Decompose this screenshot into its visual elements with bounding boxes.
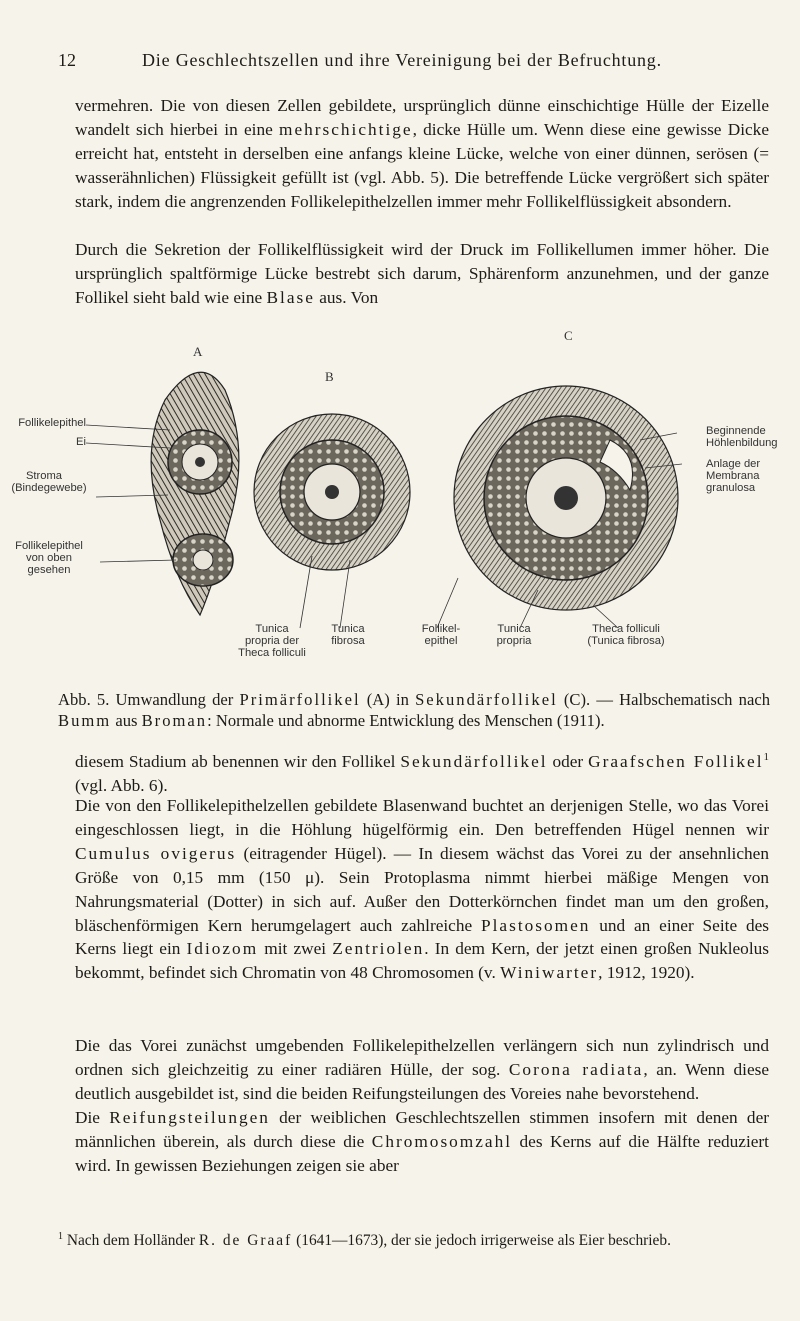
label-bindegewebe: (Bindegewebe) (11, 482, 87, 494)
page-number: 12 (58, 50, 76, 70)
paragraph-4: Die von den Follikelepithelzellen gebildete Blasenwand buchtet an derjenigen Stelle, wo das Vorei eingeschlossen liegt, in die Höhlung hügelförmig ein. Den betreffenden Hügel nennen wir Cumulus ovigerus (eitragender Hügel). — In diesem wächst das Vorei zu der ansehnlichen Größe von 0,15 mm (150 μ). Sein Protoplasma nimmt hierbei mäßige Mengen von Nahrungsmaterial (Dotter) in sich auf. Außer den Dotterkörnchen findet man um den großen, bläschenförmigen Kern herumgelagert auch zahlreiche Plastosomen und an einer Seite des Kerns liegt ein Idiozom mit zwei Zentriolen. In dem Kern, der jetzt einen großen Nukleolus bekommt, befindet sich Chromatin von 48 Chromosomen (v. Winiwarter, 1912, 1920). (75, 796, 769, 983)
label-tunica-1: Tunica (255, 623, 289, 635)
label-theca-folliculi-2: Theca folliculi (592, 623, 660, 635)
label-beginnende: Beginnende (706, 425, 766, 437)
page-header (58, 50, 760, 76)
label-propria-der: propria der (244, 635, 300, 647)
paragraph-1: vermehren. Die von diesen Zellen gebildete, ursprünglich dünne einschichtige Hülle der Eizelle wandelt sich hierbei in eine mehrschichtige, dicke Hülle um. Wenn diese eine gewisse Dicke erreicht hat, entsteht in derselben eine anfangs kleine Lücke, welche von einer dünnen, serösen (= wasserähnlichen) Flüssigkeit gefüllt ist (vgl. Abb. 5). Die betreffende Lücke vergrößert sich später stark, indem die angrenzenden Follikelepithelzellen immer mehr Follikelflüssigkeit absondern. (75, 96, 769, 211)
label-propria: propria (496, 635, 532, 647)
label-granulosa: granulosa (706, 482, 756, 494)
figure-letter-c: C (564, 328, 573, 343)
running-title: Die Geschlechtszellen und ihre Vereinigung bei der Befruchtung. (142, 50, 662, 70)
label-epithel: epithel (424, 635, 458, 647)
figure-follicle-development (0, 330, 800, 660)
footnote-marker: 1 (58, 1231, 63, 1243)
paragraph-2: Durch die Sekretion der Follikelflüssigkeit wird der Druck im Follikellumen immer höher. Die ursprünglich spaltförmige Lücke bestrebt sich darum, Sphärenform anzunehmen, und der ganze Follikel sieht bald wie eine Blase aus. Von (75, 240, 769, 307)
paragraph-3: diesem Stadium ab benennen wir den Follikel Sekundärfollikel oder Graafschen Follikel$^1$ (vgl. Abb. 6). (75, 751, 769, 795)
label-anlage: Anlage der (706, 458, 761, 470)
footnote-reference: 1 (763, 751, 769, 763)
label-follikelepithel-oben: Follikelepithel (15, 540, 83, 552)
secondary-follicle-c (454, 386, 678, 610)
primary-follicle-a (151, 372, 239, 615)
paragraph-5: Die das Vorei zunächst umgebenden Follikelepithelzellen verlängern sich nun zylindrisch und ordnen sich gleichzeitig zu einer radiären Hülle, der sog. Corona radiata, an. Wenn diese deutlich ausgebildet ist, sind die beiden Reifungsteilungen des Voreies nahe bevorstehend. (75, 1036, 770, 1103)
label-tunica-3: Tunica (497, 623, 531, 635)
label-stroma: Stroma (25, 470, 63, 482)
figure-letter-a: A (193, 344, 203, 359)
label-follikelepithel: Follikelepithel (18, 417, 86, 429)
label-theca-folliculi: Theca folliculi (238, 647, 306, 659)
label-tunica-2: Tunica (331, 623, 365, 635)
figure-letter-b: B (325, 369, 334, 384)
label-gesehen: gesehen (27, 564, 71, 576)
label-fibrosa: fibrosa (331, 635, 365, 647)
follicle-illustration (0, 330, 800, 660)
label-ei: Ei (76, 436, 86, 448)
label-tunica-fibrosa: (Tunica fibrosa) (587, 635, 665, 647)
paragraph-6: Die Reifungsteilungen der weiblichen Geschlechtszellen stimmen insofern mit denen der männlichen überein, als durch diese die Chromosomzahl des Kerns auf die Hälfte reduziert wird. In gewissen Beziehungen zeigen sie aber (75, 1108, 769, 1175)
figure-caption: Abb. 5. Umwandlung der Primärfollikel (A) in Sekundärfollikel (C). — Halbschematisch nach Bumm aus Broman: Normale und abnorme Entwicklung des Menschen (1911). (58, 689, 770, 731)
label-follikel: Follikel- (421, 623, 461, 635)
label-membrana: Membrana (706, 470, 760, 482)
label-von-oben: von oben (25, 552, 73, 564)
footnote: $^1$ Nach dem Holländer R. de Graaf (1641—1673), der sie jedoch irrigerweise als Eier beschrieb. (58, 1231, 671, 1250)
intermediate-follicle-b (254, 414, 410, 570)
label-hoehlenbildung: Höhlenbildung (706, 437, 778, 449)
